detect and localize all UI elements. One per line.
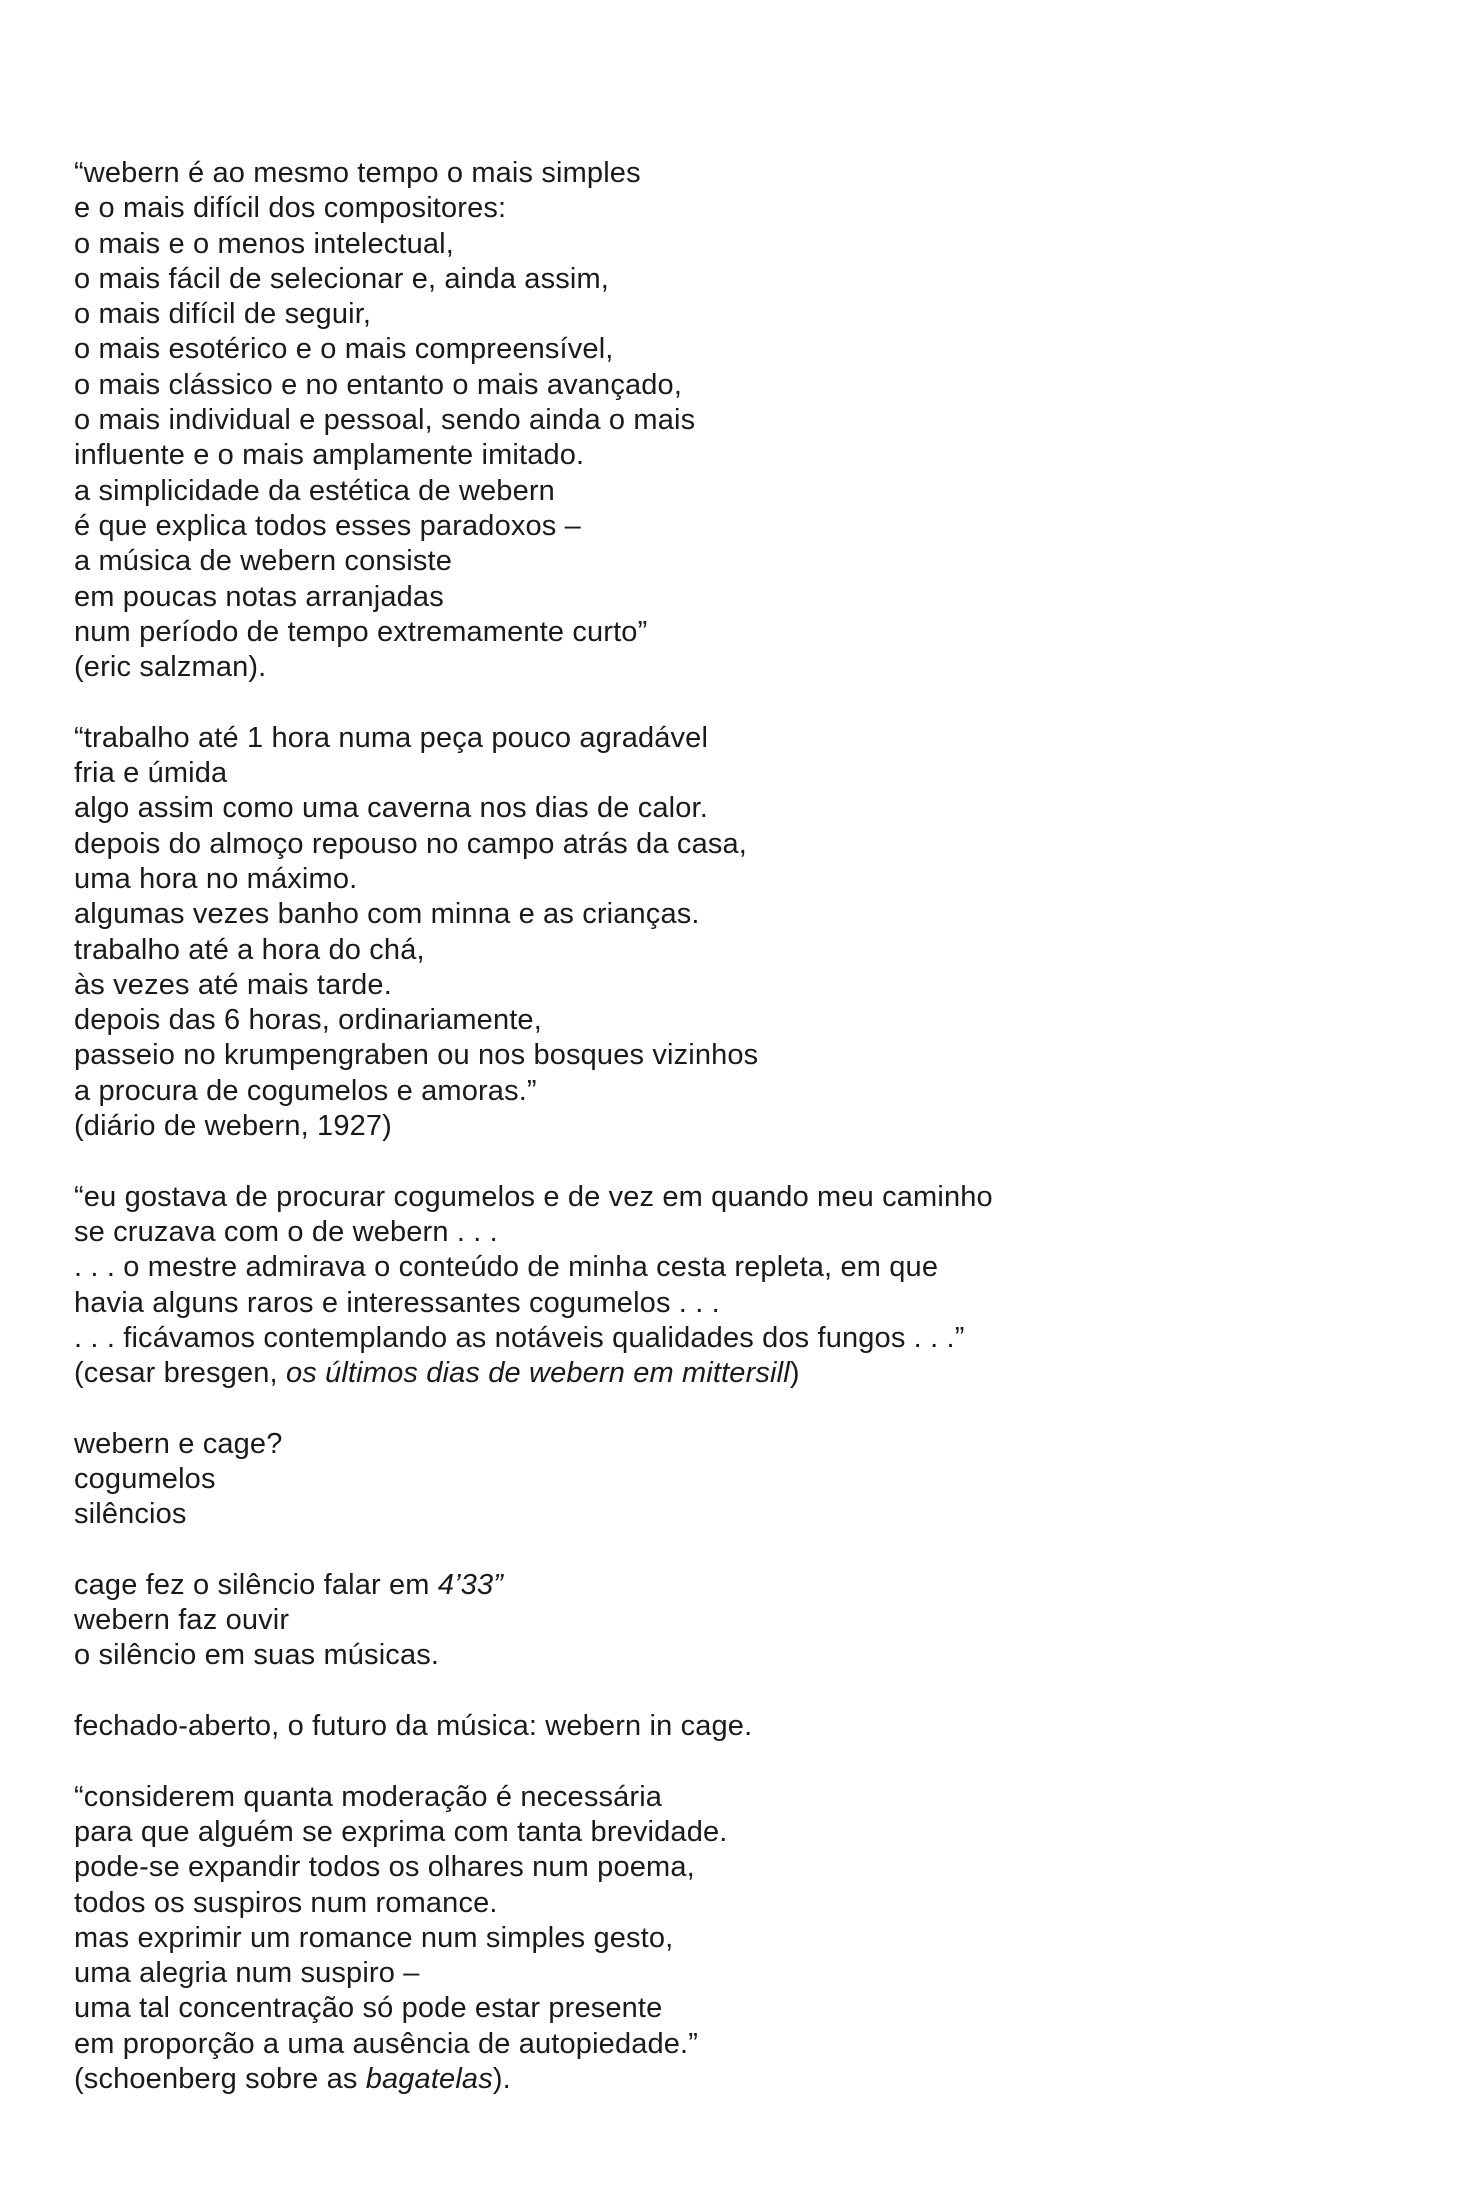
text-segment: cogumelos xyxy=(74,1462,216,1495)
text-line xyxy=(74,1991,1414,2026)
text-segment: “trabalho até 1 hora numa peça pouco agradável xyxy=(74,721,709,754)
text-line xyxy=(74,368,1414,403)
text-line xyxy=(74,1003,1414,1038)
text-segment: todos os suspiros num romance. xyxy=(74,1886,498,1919)
italic-title-segment: 4’33” xyxy=(437,1568,504,1601)
text-line xyxy=(74,1321,1414,1356)
text-segment: algo assim como uma caverna nos dias de calor. xyxy=(74,792,708,825)
text-segment: ). xyxy=(492,2063,511,2096)
text-line xyxy=(74,1038,1414,1073)
text-line xyxy=(74,1250,1414,1285)
text-segment: o mais fácil de selecionar e, ainda assim, xyxy=(74,262,609,295)
text-segment: (cesar bresgen, xyxy=(74,1357,286,1390)
text-line xyxy=(74,1921,1414,1956)
text-segment: para que alguém se exprima com tanta brevidade. xyxy=(74,1815,728,1848)
text-segment: (diário de webern, 1927) xyxy=(74,1110,392,1143)
text-segment: webern faz ouvir xyxy=(74,1604,290,1637)
text-segment: depois do almoço repouso no campo atrás da casa, xyxy=(74,827,747,860)
text-segment: “eu gostava de procurar cogumelos e de vez em quando meu caminho xyxy=(74,1180,993,1213)
text-segment: “webern é ao mesmo tempo o mais simples xyxy=(74,157,641,189)
text-line xyxy=(74,332,1414,367)
text-segment: em proporção a uma ausência de autopiedade.” xyxy=(74,2027,699,2060)
text-segment: uma hora no máximo. xyxy=(74,862,358,895)
text-line xyxy=(74,933,1414,968)
text-segment: uma tal concentração só pode estar presente xyxy=(74,1992,663,2025)
text-line xyxy=(74,2027,1414,2062)
text-segment: cage fez o silêncio falar em xyxy=(74,1568,438,1601)
text-segment: e o mais difícil dos compositores: xyxy=(74,192,507,225)
text-line xyxy=(74,1709,1414,1744)
text-segment: o mais clássico e no entanto o mais avançado, xyxy=(74,368,683,401)
text-segment: algumas vezes banho com minna e as crianças. xyxy=(74,898,700,931)
text-segment: o mais e o menos intelectual, xyxy=(74,227,454,260)
text-segment: . . . o mestre admirava o conteúdo de minha cesta repleta, em que xyxy=(74,1251,939,1284)
text-line xyxy=(74,156,1414,191)
text-segment: (schoenberg sobre as xyxy=(74,2063,366,2096)
text-line xyxy=(74,1815,1414,1850)
text-line xyxy=(74,1638,1414,1673)
text-segment: às vezes até mais tarde. xyxy=(74,968,392,1001)
stanza xyxy=(74,1568,1414,1674)
text-segment: passeio no krumpengraben ou nos bosques vizinhos xyxy=(74,1039,759,1072)
text-segment: uma alegria num suspiro – xyxy=(74,1957,420,1990)
text-segment: trabalho até a hora do chá, xyxy=(74,933,425,966)
text-line xyxy=(74,1462,1414,1497)
stanza xyxy=(74,1180,1414,1392)
text-segment: a procura de cogumelos e amoras.” xyxy=(74,1074,537,1107)
text-line xyxy=(74,1286,1414,1321)
text-segment: (eric salzman). xyxy=(74,651,267,684)
text-segment: mas exprimir um romance num simples gesto, xyxy=(74,1921,674,1954)
text-segment: . . . ficávamos contemplando as notáveis qualidades dos fungos . . .” xyxy=(74,1321,965,1354)
text-line xyxy=(74,1427,1414,1462)
text-segment: num período de tempo extremamente curto” xyxy=(74,615,648,648)
text-segment: havia alguns raros e interessantes cogumelos . . . xyxy=(74,1286,720,1319)
poem-text-block xyxy=(74,156,1414,2097)
text-line xyxy=(74,968,1414,1003)
text-segment: fechado-aberto, o futuro da música: webern in cage. xyxy=(74,1710,753,1743)
text-segment: depois das 6 horas, ordinariamente, xyxy=(74,1004,542,1037)
stanza xyxy=(74,1709,1414,1744)
text-line xyxy=(74,1850,1414,1885)
text-segment: ) xyxy=(789,1357,800,1390)
stanza xyxy=(74,1427,1414,1533)
text-segment: o mais individual e pessoal, sendo ainda o mais xyxy=(74,404,696,437)
text-line xyxy=(74,580,1414,615)
text-line xyxy=(74,791,1414,826)
text-line xyxy=(74,227,1414,262)
text-segment: “considerem quanta moderação é necessária xyxy=(74,1780,663,1813)
text-line xyxy=(74,827,1414,862)
text-line xyxy=(74,2062,1414,2097)
text-segment: é que explica todos esses paradoxos – xyxy=(74,509,581,542)
text-line xyxy=(74,721,1414,756)
text-segment: a simplicidade da estética de webern xyxy=(74,474,555,507)
text-line xyxy=(74,1603,1414,1638)
text-segment: influente e o mais amplamente imitado. xyxy=(74,439,585,472)
text-line xyxy=(74,438,1414,473)
italic-title-segment: os últimos dias de webern em mittersill xyxy=(285,1357,790,1390)
stanza xyxy=(74,721,1414,1145)
text-segment: fria e úmida xyxy=(74,757,228,790)
text-segment: a música de webern consiste xyxy=(74,545,453,578)
text-line xyxy=(74,1180,1414,1215)
text-line xyxy=(74,297,1414,332)
text-line xyxy=(74,1356,1414,1391)
text-line xyxy=(74,1780,1414,1815)
text-segment: em poucas notas arranjadas xyxy=(74,580,444,613)
text-line xyxy=(74,862,1414,897)
text-segment: se cruzava com o de webern . . . xyxy=(74,1215,498,1248)
text-line xyxy=(74,474,1414,509)
stanza xyxy=(74,156,1414,685)
text-line xyxy=(74,615,1414,650)
text-segment: o mais esotérico e o mais compreensível, xyxy=(74,333,614,366)
text-segment: silêncios xyxy=(74,1498,187,1531)
text-line xyxy=(74,756,1414,791)
text-segment: pode-se expandir todos os olhares num poema, xyxy=(74,1851,695,1884)
italic-title-segment: bagatelas xyxy=(365,2063,493,2096)
text-line xyxy=(74,1886,1414,1921)
text-line xyxy=(74,1074,1414,1109)
text-segment: o silêncio em suas músicas. xyxy=(74,1639,440,1672)
text-line xyxy=(74,191,1414,226)
text-line xyxy=(74,1215,1414,1250)
text-line xyxy=(74,544,1414,579)
text-segment: o mais difícil de seguir, xyxy=(74,298,372,331)
text-line xyxy=(74,262,1414,297)
text-segment: webern e cage? xyxy=(74,1427,283,1460)
text-line xyxy=(74,403,1414,438)
text-line xyxy=(74,897,1414,932)
text-line xyxy=(74,1956,1414,1991)
text-line xyxy=(74,509,1414,544)
text-line xyxy=(74,1109,1414,1144)
text-line xyxy=(74,1568,1414,1603)
text-line xyxy=(74,650,1414,685)
stanza xyxy=(74,1780,1414,2098)
text-line xyxy=(74,1497,1414,1532)
